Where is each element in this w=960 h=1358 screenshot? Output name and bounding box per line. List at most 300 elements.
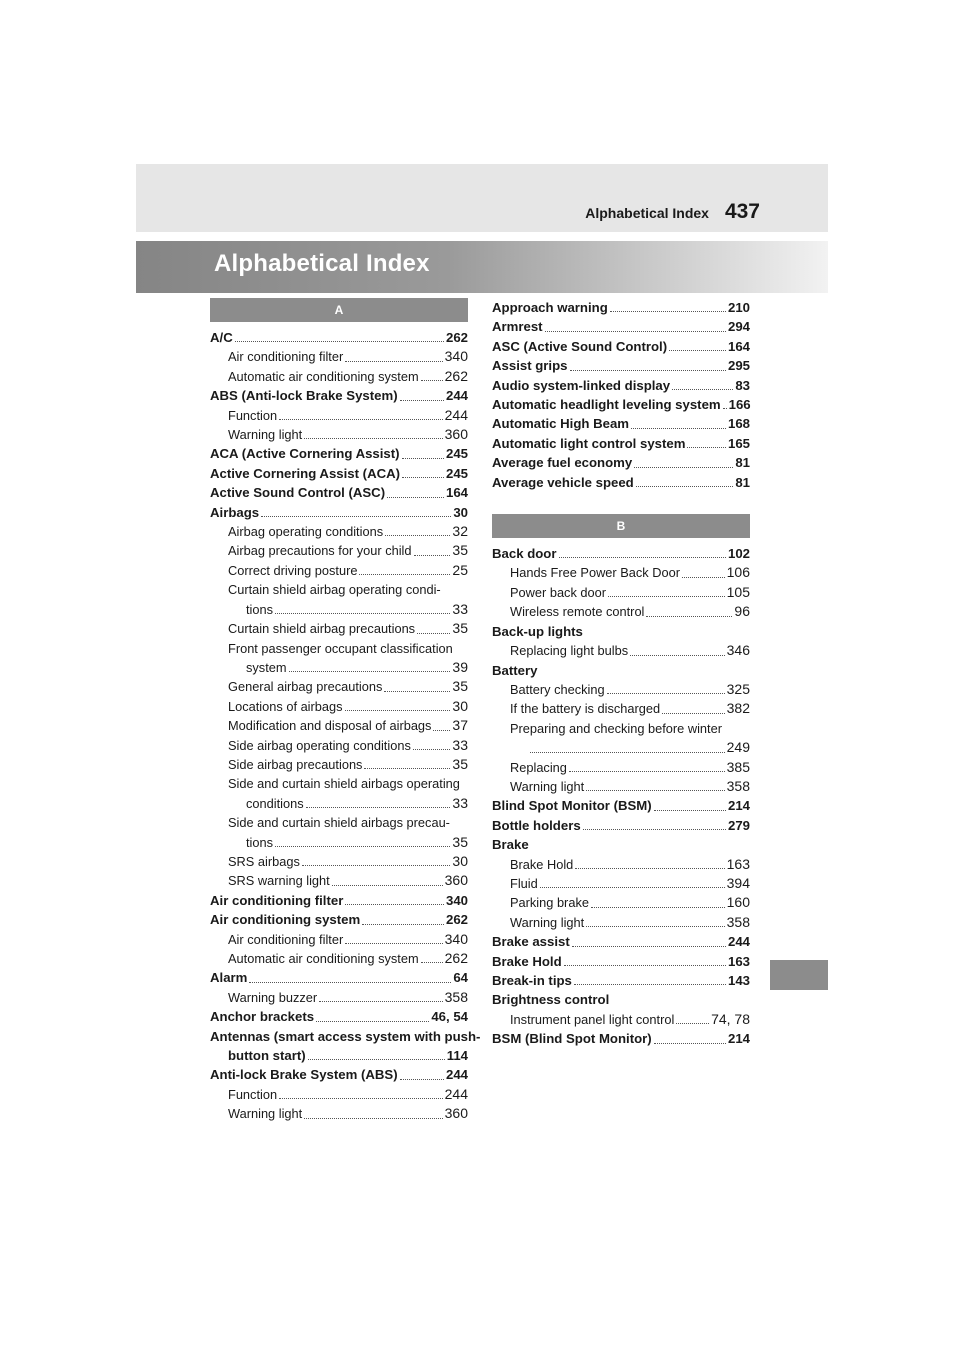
index-entry (210, 444, 468, 463)
index-entry (210, 328, 468, 347)
index-entry-label: Back-up lights (492, 623, 583, 639)
index-entry (210, 774, 468, 793)
index-entry (210, 697, 468, 716)
index-entry (492, 699, 750, 718)
index-entry-label: Warning light (510, 778, 585, 794)
index-entry-label: Brake (492, 837, 529, 853)
dot-leader (687, 447, 726, 448)
index-entry-page: 35 (452, 542, 468, 559)
index-entry (210, 852, 468, 871)
dot-leader (359, 574, 450, 575)
index-entry-page: 81 (735, 455, 750, 471)
index-entry (492, 453, 750, 472)
dot-leader (654, 810, 726, 811)
dot-leader (289, 671, 451, 672)
index-entry-page: 340 (445, 892, 468, 908)
index-entry-page: 340 (444, 930, 468, 947)
index-entry (210, 580, 468, 599)
index-entry-label: Battery (492, 662, 538, 678)
index-entry-label: Warning buzzer (228, 989, 318, 1005)
index-entry (210, 347, 468, 366)
index-entry-page: 164 (727, 338, 750, 354)
dot-leader (306, 807, 451, 808)
index-entry (492, 544, 750, 563)
index-entry-label: Back door (492, 546, 557, 562)
index-entry-page: 83 (735, 377, 750, 393)
dot-leader (249, 982, 451, 983)
index-entry (492, 473, 750, 492)
index-entry (210, 406, 468, 425)
dot-leader (575, 868, 724, 869)
index-entry-label: Brake Hold (510, 856, 574, 872)
index-entry-label: Correct driving posture (228, 562, 358, 578)
page-number: 437 (724, 200, 760, 223)
dot-leader (384, 691, 450, 692)
dot-leader (530, 752, 725, 753)
index-entry-label: tions (246, 834, 274, 850)
index-entry (492, 719, 750, 738)
index-entry (492, 1010, 750, 1029)
dot-leader (564, 965, 726, 966)
index-entry-label: ABS (Anti-lock Brake System) (210, 388, 398, 404)
index-entry-label: Warning light (510, 914, 585, 930)
dot-leader (345, 710, 451, 711)
index-entry-label: Brake assist (492, 934, 570, 950)
index-entry-label: SRS warning light (228, 873, 330, 889)
index-entry-page: 30 (452, 852, 468, 869)
index-entry (492, 855, 750, 874)
dot-leader (332, 885, 443, 886)
index-entry-page: 105 (726, 583, 750, 600)
dot-leader (682, 577, 725, 578)
index-entry (492, 376, 750, 395)
dot-leader (569, 771, 725, 772)
index-entry-page: 33 (452, 600, 468, 617)
index-entry-label: Parking brake (510, 895, 589, 911)
dot-leader (610, 311, 726, 312)
index-entry-page: 35 (452, 620, 468, 637)
index-entry (210, 483, 468, 502)
index-entry-page: 35 (452, 755, 468, 772)
index-entry-label: Automatic light control system (492, 435, 686, 451)
page-title: Alphabetical Index (214, 250, 430, 277)
dot-leader (421, 380, 443, 381)
index-entry (492, 913, 750, 932)
index-entry-page: 346 (726, 642, 750, 659)
index-entry (492, 952, 750, 971)
index-entry-page: 35 (452, 833, 468, 850)
dot-leader (672, 389, 733, 390)
index-entry-label: button start) (228, 1048, 306, 1064)
index-entry (210, 503, 468, 522)
index-entry (492, 758, 750, 777)
index-entry-label: Automatic headlight leveling system (492, 397, 721, 413)
dot-leader (654, 1043, 726, 1044)
index-column-right (492, 298, 750, 1049)
index-entry (492, 414, 750, 433)
index-entry-label: Blind Spot Monitor (BSM) (492, 798, 652, 814)
index-entry-page: 96 (734, 603, 750, 620)
title-band (136, 241, 828, 293)
index-entry (492, 563, 750, 582)
index-entry-page: 210 (727, 300, 750, 315)
index-entry-label: Instrument panel light control (510, 1011, 675, 1027)
index-entry-label: Side and curtain shield airbags operating (228, 776, 460, 792)
index-entry-label: If the battery is discharged (510, 701, 661, 717)
dot-leader (304, 438, 442, 439)
index-entry-label: Modification and disposal of airbags (228, 718, 432, 734)
index-entry-page: 46, 54 (431, 1009, 468, 1025)
index-entry (492, 893, 750, 912)
index-entry-label: General airbag precautions (228, 679, 383, 695)
index-entry (210, 1065, 468, 1084)
index-entry-page: 166 (728, 397, 751, 413)
index-entry-label: Assist grips (492, 358, 568, 374)
index-entry (210, 367, 468, 386)
index-entry-page: 165 (727, 435, 750, 451)
index-entry-page: 168 (727, 416, 750, 432)
index-entry-page: 245 (445, 446, 468, 462)
index-entry-label: Wireless remote control (510, 604, 645, 620)
dot-leader (364, 768, 450, 769)
dot-leader (402, 477, 444, 478)
index-entry (492, 317, 750, 336)
index-entry-label: Air conditioning filter (228, 931, 344, 947)
index-entry-label: Battery checking (510, 681, 605, 697)
index-entry (492, 622, 750, 641)
index-entry-label: Warning light (228, 427, 303, 443)
index-entry-page: 385 (726, 758, 750, 775)
dot-leader (319, 1001, 442, 1002)
index-entry-label: ACA (Active Cornering Assist) (210, 446, 400, 462)
dot-leader (413, 749, 451, 750)
letter-heading-b: B (492, 514, 750, 538)
index-entry-page: 214 (727, 798, 750, 814)
dot-leader (400, 1079, 444, 1080)
index-entry-page: 360 (444, 426, 468, 443)
index-entry (210, 755, 468, 774)
index-entry-page: 358 (726, 777, 750, 794)
index-entry-page: 394 (726, 874, 750, 891)
index-entry-label: Armrest (492, 319, 543, 335)
index-entry (210, 425, 468, 444)
index-entry-page: 358 (726, 913, 750, 930)
index-entry-label: Side airbag operating conditions (228, 737, 411, 753)
index-entry-label: Air conditioning system (210, 912, 361, 928)
index-entry-page: 35 (452, 678, 468, 695)
index-entry-page: 244 (444, 1085, 468, 1102)
index-entry-page: 30 (452, 697, 468, 714)
index-entry-label: Anti-lock Brake System (ABS) (210, 1067, 398, 1083)
index-entry (492, 835, 750, 854)
index-entry (492, 395, 750, 414)
index-entry-page: 244 (445, 388, 468, 404)
dot-leader (634, 467, 733, 468)
dot-leader (669, 350, 726, 351)
index-entry-page: 262 (444, 950, 468, 966)
index-entry (210, 522, 468, 541)
index-entry-label: Function (228, 407, 278, 423)
index-entry (492, 661, 750, 680)
index-entry (210, 464, 468, 483)
index-entry-label: Antennas (smart access system with push- (210, 1028, 481, 1044)
index-entry-page: 160 (726, 894, 750, 911)
index-entry-page: 245 (445, 465, 468, 481)
index-entry-label: Bottle holders (492, 817, 581, 833)
index-entry-page: 33 (452, 794, 468, 811)
index-entry-label: SRS airbags (228, 853, 300, 869)
index-entry-label: Airbag precautions for your child (228, 543, 412, 559)
index-entry-label: Airbags (210, 504, 260, 520)
dot-leader (316, 1021, 429, 1022)
dot-leader (630, 655, 725, 656)
index-entry-label: Side airbag precautions (228, 756, 363, 772)
index-entry-label: ASC (Active Sound Control) (492, 338, 668, 354)
index-entry-label: BSM (Blind Spot Monitor) (492, 1031, 652, 1047)
index-entry (492, 680, 750, 699)
dot-leader (608, 596, 725, 597)
index-entry (210, 949, 468, 968)
index-entry (210, 736, 468, 755)
dot-leader (387, 497, 444, 498)
index-entry-page: 37 (452, 717, 468, 734)
index-entry (210, 600, 468, 619)
letter-heading-a: A (210, 298, 468, 322)
index-column-left (210, 298, 481, 1124)
index-entry-page: 114 (446, 1048, 468, 1064)
dot-leader (275, 613, 450, 614)
dot-leader (607, 693, 725, 694)
index-entry (492, 932, 750, 951)
index-entry-label: Brightness control (492, 992, 610, 1008)
dot-leader (304, 1118, 442, 1119)
index-entry (210, 1046, 468, 1065)
index-entries-left (210, 328, 481, 1124)
index-entry-page: 358 (444, 988, 468, 1005)
index-entry (492, 816, 750, 835)
index-entry-page: 249 (726, 739, 750, 756)
index-entry (210, 871, 468, 890)
dot-leader (586, 790, 724, 791)
index-entry (492, 434, 750, 453)
index-entry-label: Audio system-linked display (492, 377, 671, 393)
dot-leader (591, 907, 725, 908)
index-entry-label: Replacing (510, 759, 567, 775)
index-entry-page: 294 (727, 319, 750, 335)
index-entry-label: Airbag operating conditions (228, 524, 384, 540)
dot-leader (433, 730, 450, 731)
index-entry (492, 971, 750, 990)
index-entry (210, 813, 468, 832)
index-entry-label: Automatic air conditioning system (228, 368, 419, 384)
index-entry-page: 143 (727, 973, 750, 988)
index-entry (210, 930, 468, 949)
index-entry (492, 874, 750, 893)
index-entry-page: 39 (452, 658, 468, 675)
index-entry-label: Automatic High Beam (492, 416, 630, 432)
index-entry (492, 796, 750, 815)
index-entry-label: Active Cornering Assist (ACA) (210, 465, 401, 481)
index-entry (492, 298, 750, 317)
index-entry (492, 990, 750, 1009)
index-entry (492, 583, 750, 602)
index-entry (492, 641, 750, 660)
index-entry-label: Average vehicle speed (492, 474, 634, 490)
index-entry-page: 340 (444, 348, 468, 365)
index-entry-label: conditions (246, 795, 304, 811)
dot-leader (586, 926, 724, 927)
index-entry-page: 325 (726, 680, 750, 697)
index-entry (210, 541, 468, 560)
index-entry-page: 360 (444, 1105, 468, 1122)
chapter-thumb-tab (770, 960, 828, 990)
index-entry-label: Warning light (228, 1106, 303, 1122)
index-entry-label: Approach warning (492, 300, 608, 315)
dot-leader (574, 984, 726, 985)
index-entry-label: Side and curtain shield airbags precau- (228, 815, 450, 831)
index-entry (210, 833, 468, 852)
index-entry-page: 33 (452, 736, 468, 753)
dot-leader (385, 535, 450, 536)
index-entry-page: 102 (727, 546, 750, 562)
dot-leader (723, 408, 727, 409)
dot-leader (421, 962, 443, 963)
dot-leader (540, 887, 725, 888)
index-entry-page: 382 (726, 700, 750, 717)
dot-leader (362, 924, 444, 925)
index-entry (210, 1104, 468, 1123)
dot-leader (636, 486, 734, 487)
index-entry (210, 1027, 481, 1046)
dot-leader (235, 341, 444, 342)
index-entry-label: Front passenger occupant classification (228, 640, 453, 656)
index-entry-page: 262 (445, 912, 468, 928)
index-entry (210, 658, 468, 677)
index-entry (492, 356, 750, 375)
index-entry (210, 1085, 468, 1104)
index-entry (210, 639, 468, 658)
index-entry (492, 777, 750, 796)
index-entry-label: Brake Hold (492, 953, 562, 969)
index-entry-page: 81 (735, 474, 750, 490)
index-entry-label: Preparing and checking before winter (510, 720, 722, 736)
index-entry-page: 74, 78 (711, 1010, 750, 1027)
index-entry (210, 561, 468, 580)
dot-leader (559, 557, 726, 558)
dot-leader (631, 428, 726, 429)
index-entry (210, 910, 468, 929)
index-entry-page: 244 (445, 1067, 468, 1083)
index-entry-label: Air conditioning filter (210, 892, 344, 908)
dot-leader (345, 361, 442, 362)
header-text (585, 200, 828, 224)
index-entry-label: Air conditioning filter (228, 349, 344, 365)
index-entry (210, 968, 468, 987)
index-entry-label: Hands Free Power Back Door (510, 565, 680, 581)
dot-leader (302, 865, 451, 866)
dot-leader (662, 713, 725, 714)
index-entry (492, 602, 750, 621)
index-entry-page: 30 (453, 504, 468, 520)
index-entry-label: Fluid (510, 875, 538, 891)
index-entry (210, 794, 468, 813)
dot-leader (646, 616, 732, 617)
index-entry (210, 1007, 468, 1026)
index-entry (210, 891, 468, 910)
dot-leader (345, 904, 444, 905)
index-entry-label: Function (228, 1086, 278, 1102)
dot-leader (402, 458, 444, 459)
index-entry-label: Automatic air conditioning system (228, 951, 419, 966)
index-entry (492, 738, 750, 757)
index-entry-page: 164 (445, 485, 468, 501)
index-entry-label: Break-in tips (492, 973, 572, 988)
header-section-name: Alphabetical Index (585, 205, 709, 221)
index-entries-right-a (492, 298, 750, 492)
index-entry-label: Locations of airbags (228, 698, 343, 714)
index-entry-page: 244 (727, 934, 750, 950)
index-entry-label: Average fuel economy (492, 455, 633, 471)
dot-leader (545, 331, 726, 332)
index-entry-page: 106 (726, 564, 750, 581)
dot-leader (279, 419, 443, 420)
dot-leader (279, 1098, 443, 1099)
index-entries-right-b (492, 544, 750, 1049)
dot-leader (417, 633, 450, 634)
index-entry (210, 677, 468, 696)
index-entry-label: Power back door (510, 584, 607, 600)
index-entry (210, 988, 468, 1007)
dot-leader (676, 1023, 709, 1024)
dot-leader (345, 943, 442, 944)
dot-leader (275, 846, 450, 847)
index-entry-page: 163 (727, 953, 750, 969)
dot-leader (308, 1059, 445, 1060)
index-entry (210, 386, 468, 405)
index-entry-label: Curtain shield airbag operating condi- (228, 582, 441, 598)
index-entry-page: 244 (444, 406, 468, 423)
index-entry-label: tions (246, 601, 274, 617)
index-entry-label: Curtain shield airbag precautions (228, 621, 416, 637)
index-entry-page: 32 (452, 523, 468, 540)
index-entry-label: Anchor brackets (210, 1009, 315, 1025)
dot-leader (261, 516, 451, 517)
dot-leader (400, 400, 444, 401)
index-entry-page: 279 (727, 817, 750, 833)
index-entry (210, 619, 468, 638)
index-entry-page: 360 (444, 872, 468, 889)
index-entry-page: 64 (453, 970, 468, 986)
page-header (136, 164, 828, 232)
dot-leader (583, 829, 726, 830)
dot-leader (570, 370, 726, 371)
index-entry-label: Active Sound Control (ASC) (210, 485, 386, 501)
index-entry-page: 262 (444, 367, 468, 384)
index-entry-page: 163 (726, 855, 750, 872)
index-entry-page: 214 (727, 1031, 750, 1047)
index-entry-page: 295 (727, 358, 750, 374)
index-entry-page: 25 (452, 561, 468, 578)
index-entry-label: Alarm (210, 970, 248, 986)
index-entry (492, 1029, 750, 1048)
index-entry (492, 337, 750, 356)
dot-leader (414, 555, 451, 556)
index-entry-label: A/C (210, 330, 233, 345)
index-entry-label: system (246, 659, 287, 675)
index-entry-label: Replacing light bulbs (510, 643, 629, 659)
index-entry (210, 716, 468, 735)
dot-leader (572, 946, 726, 947)
